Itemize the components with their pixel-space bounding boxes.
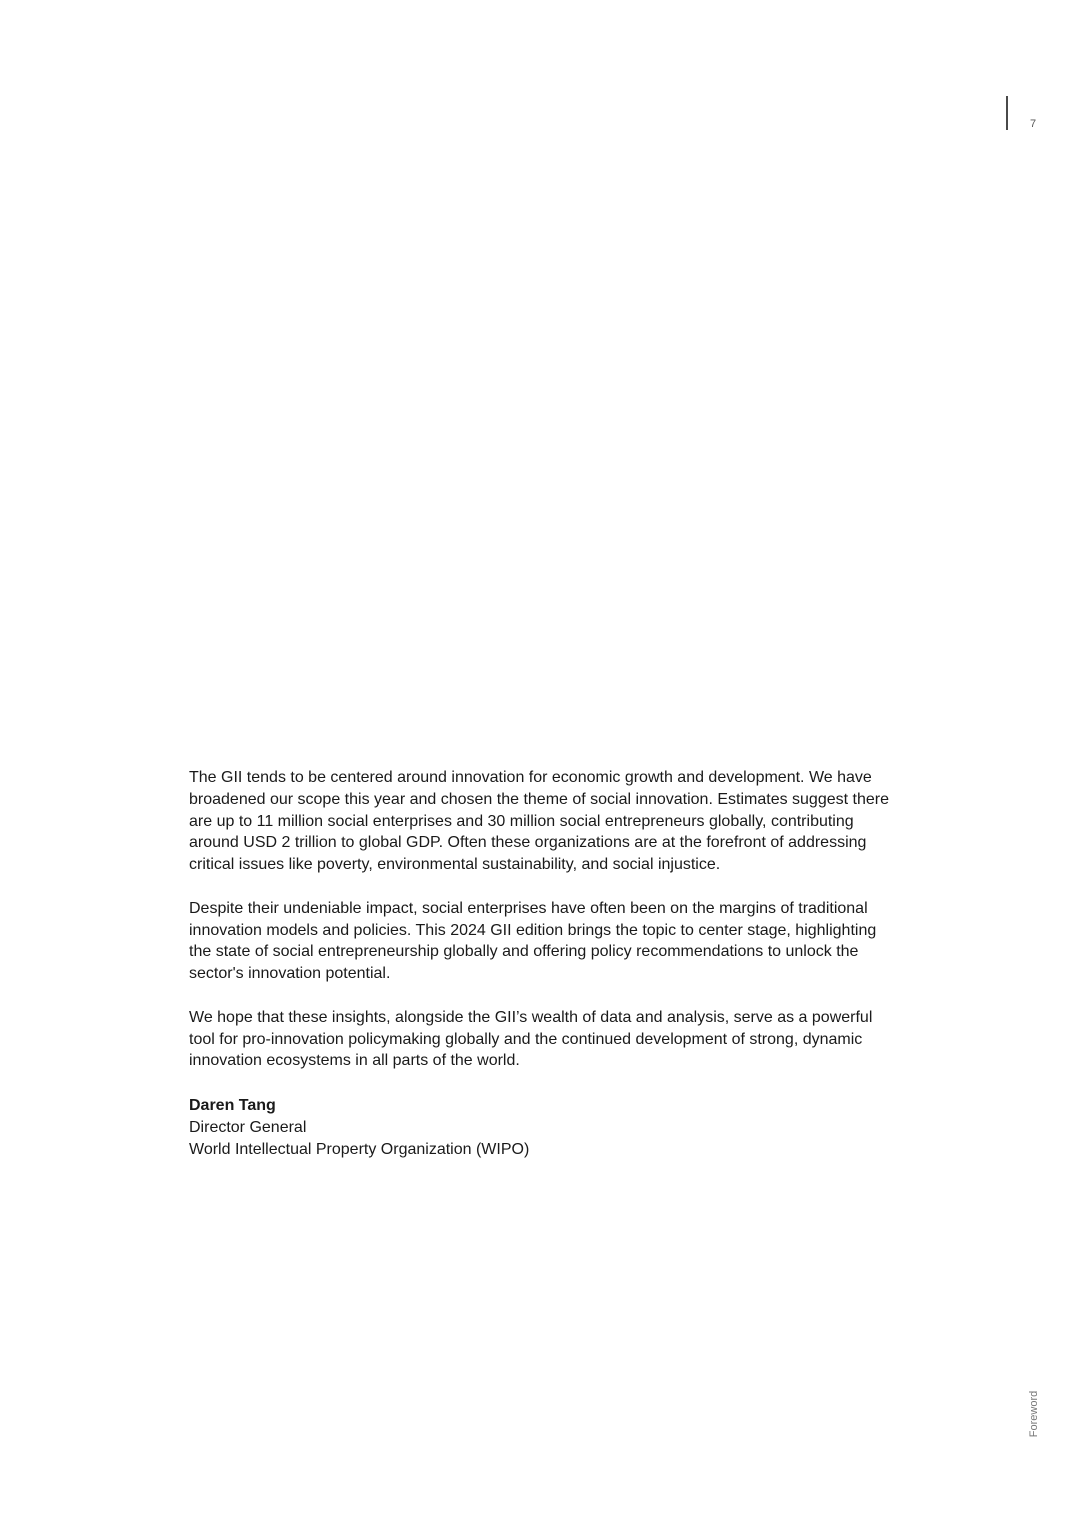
signatory-name: Daren Tang: [189, 1097, 276, 1114]
paragraph-3: We hope that these insights, alongside the GII’s wealth of data and analysis, serve as a powerful tool for pro-innovation policymaking globally and the continued development of strong, dynamic innovation ecosystems in all parts of the world.: [189, 1008, 873, 1070]
page-marker-rule: [1006, 96, 1008, 130]
foreword-body: [189, 767, 901, 1094]
paragraph-1: The GII tends to be centered around innovation for economic growth and development. We have broadened our scope this year and chosen the theme of social innovation. Estimates suggest there are up to 11 million social enterprises and 30 million social entrepreneurs globally, contributing around USD 2 trillion to global GDP. Often these organizations are at the forefront of addressing critical issues like poverty, environmental sustainability, and social injustice.: [189, 769, 889, 874]
page-number: 7: [1030, 118, 1037, 130]
signature-block: [189, 1095, 789, 1160]
paragraph-2: Despite their undeniable impact, social enterprises have often been on the margins of traditional innovation models and policies. This 2024 GII edition brings the topic to center stage, highlighting the state of social entrepreneurship globally and offering policy recommendations to unlock the sector's innovation potential.: [189, 899, 877, 983]
section-label: Foreword: [1028, 1390, 1040, 1438]
signatory-organization: World Intellectual Property Organization (WIPO): [189, 1140, 530, 1158]
signatory-title: Director General: [189, 1118, 307, 1136]
